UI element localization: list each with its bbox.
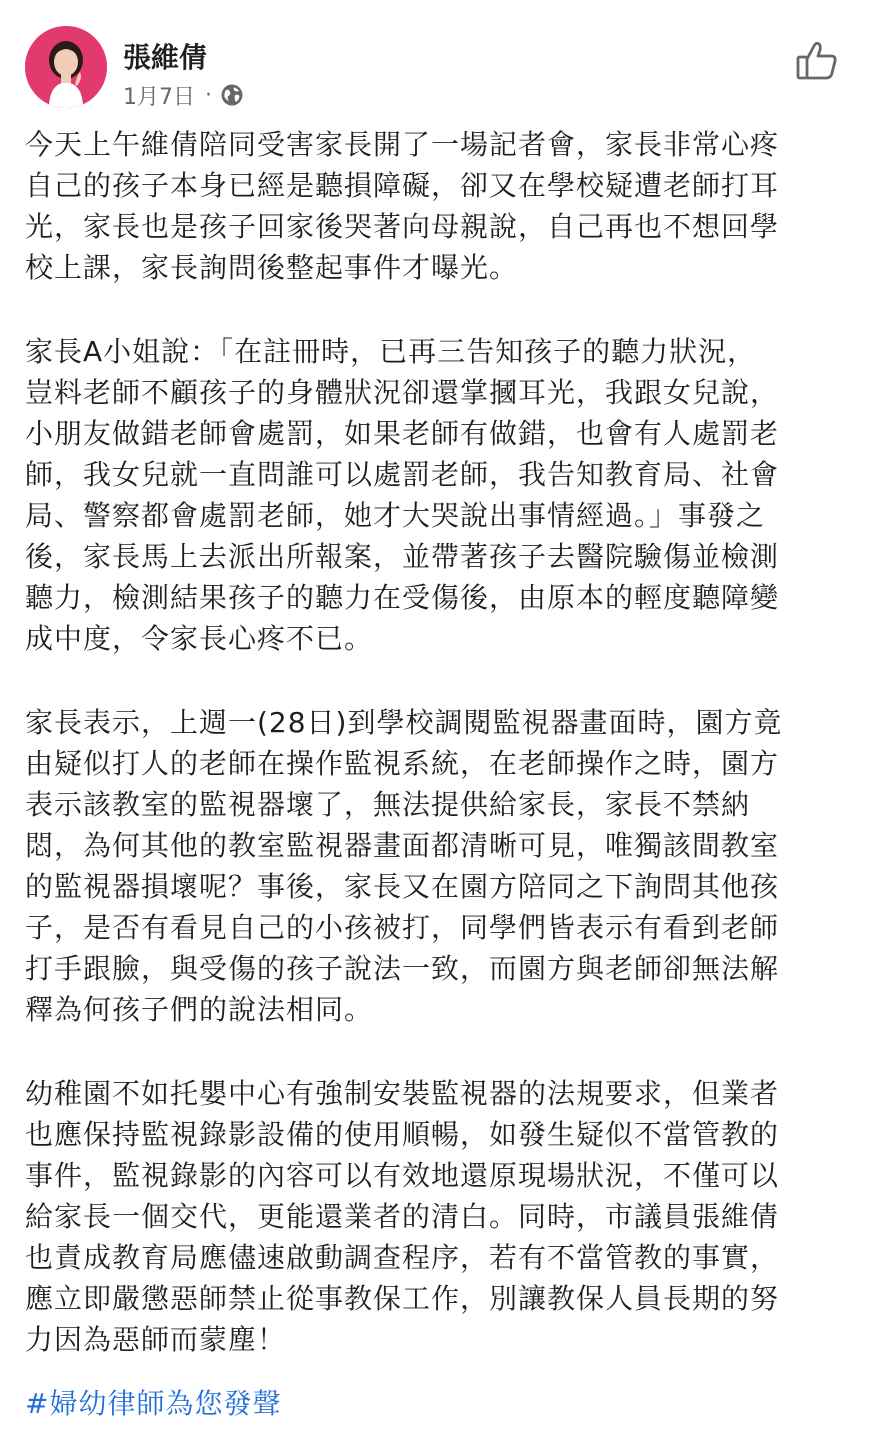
post-header xyxy=(25,26,845,110)
avatar[interactable] xyxy=(25,26,107,108)
thumbs-up-icon[interactable] xyxy=(795,38,839,82)
post-body xyxy=(25,124,845,1403)
post-paragraph: 家長A小姐說：「在註冊時，已再三告知孩子的聽力狀況， 豈料老師不顧孩子的身體狀況卻還掌摑耳光，我跟女兒說， 小朋友做錯老師會處罰，如果老師有做錯，也會有人處罰老 師，我女兒就一直問誰可以處罰老師，我告知教育局、社會 局、警察都會處罰老師，她才大哭說出事情經過。」事發之 後，家長馬上去派出所報案，並帶著孩子去醫院驗傷並檢測 聽力，檢測結果孩子的聽力在受傷後，由原本的輕度聽障變 成中度，令家長心疼不已。 xyxy=(25,335,780,655)
post-date[interactable]: 1月7日 xyxy=(123,84,195,110)
post-paragraph: 幼稚園不如托嬰中心有強制安裝監視器的法規要求，但業者 也應保持監視錄影設備的使用順暢，如發生疑似不當管教的 事件，監視錄影的內容可以有效地還原現場狀況，不僅可以 給家長一個交代，更能還業者的清白。同時，市議員張維倩 也責成教育局應儘速啟動調查程序，若有不當管教的事實， 應立即嚴懲惡師禁止從事教保工作，別讓教保人員長期的努 力因為惡師而蒙塵！ xyxy=(25,1077,780,1356)
post-paragraph: 今天上午維倩陪同受害家長開了一場記者會，家長非常心疼 自己的孩子本身已經是聽損障礙，卻又在學校疑遭老師打耳 光，家長也是孩子回家後哭著向母親說，自己再也不想回學 校上課，家長詢問後整起事件才曝光。 xyxy=(25,128,780,284)
globe-icon[interactable] xyxy=(220,83,244,107)
meta-separator: · xyxy=(205,82,212,108)
post-meta xyxy=(123,80,244,110)
hashtag-link[interactable]: #婦幼律師為您發聲 xyxy=(25,1387,282,1420)
author-name[interactable]: 張維倩 xyxy=(123,41,208,74)
post-paragraph: 家長表示，上週一(28日)到學校調閱監視器畫面時，園方竟 由疑似打人的老師在操作監視系統，在老師操作之時，園方 表示該教室的監視器壞了，無法提供給家長，家長不禁納 悶，為何其他的教室監視器畫面都清晰可見，唯獨該間教室 的監視器損壞呢？事後，家長又在園方陪同之下詢問其他孩 子，是否有看見自己的小孩被打，同學們皆表示有看到老師 打手跟臉，與受傷的孩子說法一致，而園方與老師卻無法解 釋為何孩子們的說法相同。 xyxy=(25,706,783,1026)
avatar-portrait xyxy=(25,26,107,108)
